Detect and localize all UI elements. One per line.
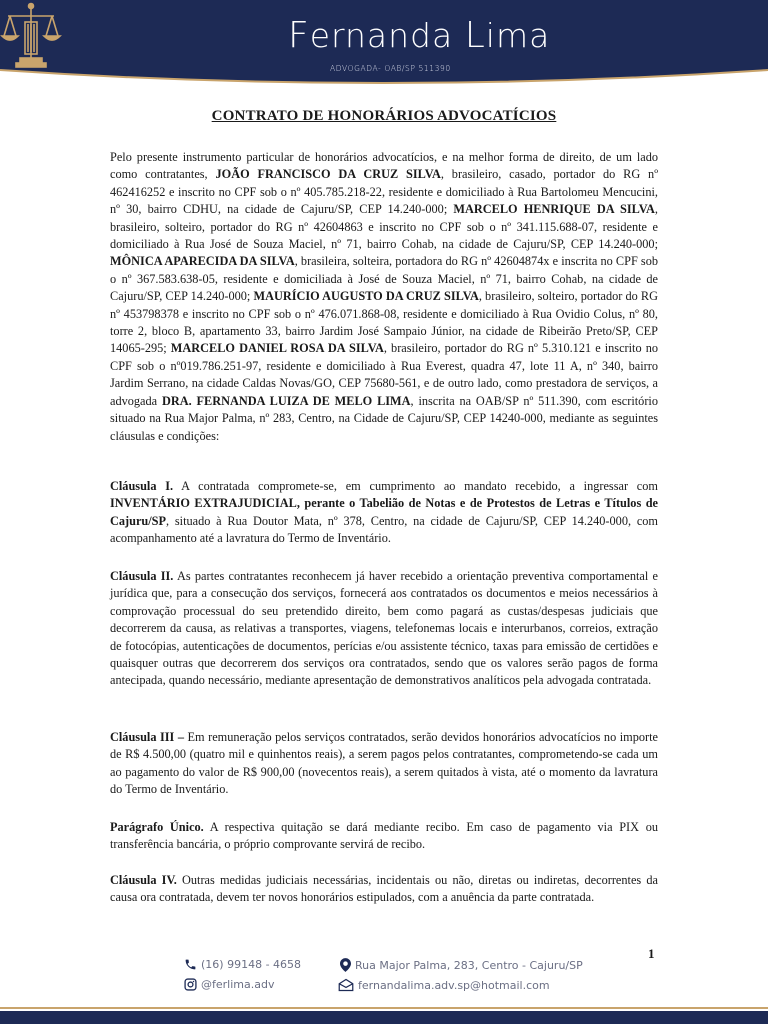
text-run: A contratada compromete-se, em cumprimento ao mandato recebido, a ingressar com bbox=[173, 479, 658, 493]
clausula-2-paragraph bbox=[110, 568, 658, 690]
text-run: A respectiva quitação se dará mediante recibo. Em caso de pagamento via PIX ou transferência bancária, o próprio comprovante servirá de recibo. bbox=[110, 820, 658, 852]
letterhead-header bbox=[0, 0, 768, 92]
bold-text-run: Parágrafo Único. bbox=[110, 820, 204, 834]
text-run: , brasileiro, solteiro, portador do RG nº 42604863 e inscrito no CPF sob o nº 341.115.688-07, residente e domiciliado à Rua José de Souza Maciel, nº 71, bairro Cohab, na cidade de Cajuru/SP, CEP 14.240-000; bbox=[110, 202, 658, 252]
footer-email bbox=[338, 978, 550, 992]
instagram-icon bbox=[184, 978, 197, 991]
brand-first-name: ernanda bbox=[309, 16, 465, 55]
brand-subtitle: ADVOGADA- OAB/SP 511390 bbox=[330, 64, 451, 73]
bold-text-run: MARCELO HENRIQUE DA SILVA bbox=[453, 202, 655, 217]
text-run: , brasileira, solteira, portadora do RG nº 42604874x e inscrita no CPF sob o nº 367.583.638-05, residente e domiciliada à José de Souza Maciel, nº 71, bairro Cohab, na cidade de Cajuru/SP, CEP 14.240-000; bbox=[110, 254, 658, 304]
bold-text-run: MAURÍCIO AUGUSTO DA CRUZ SILVA bbox=[253, 289, 479, 304]
footer-instagram bbox=[184, 978, 274, 991]
bold-text-run: MARCELO DANIEL ROSA DA SILVA bbox=[170, 341, 384, 356]
footer-phone bbox=[184, 958, 301, 971]
brand-name bbox=[288, 15, 551, 56]
footer-phone-text: (16) 99148 - 4658 bbox=[201, 958, 302, 971]
text-run: , situado à Rua Doutor Mata, nº 378, Centro, na cidade de Cajuru/SP, CEP 14.240-000, com acompanhamento até a lavratura do Termo de Inventário. bbox=[110, 513, 658, 546]
brand-initial-l: L bbox=[464, 15, 486, 56]
intro-paragraph bbox=[110, 149, 658, 445]
footer-address bbox=[340, 958, 583, 972]
text-run: Em remuneração pelos serviços contratados, serão devidos honorários advocatícios no importe de R$ 4.500,00 (quatro mil e quinhentos reais), a serem pagos pelos contratantes, comprometendo-se cada um ao pagamento do valor de R$ 900,00 (novecentos reais), a serem quitados à vista, até o momento da lavratura do Termo de Inventário. bbox=[110, 730, 658, 797]
document-title: CONTRATO DE HONORÁRIOS ADVOCATÍCIOS bbox=[211, 108, 557, 124]
text-run: Pelo presente instrumento particular de honorários advocatícios, e na melhor forma de direito, de um lado como contratantes, bbox=[110, 150, 658, 182]
text-run: As partes contratantes reconhecem já haver recebido a orientação preventiva comportamental e jurídica que, para a consecução dos serviços, fornecerá aos contratados os documentos e meios necessários à comprovação processual do seu pretendido direito, bem como pagará as custas/despesas judiciais que decorrerem da causa, as relativas a transportes, viagens, telefonemas locais e interurbanos, correios, extração de fotocópias, autenticações de documentos, perícias e/ou assistente técnico, taxas para emissão de certidões e quaisquer outras que decorrerem dos serviços ora contratados, sendo que os valores serão pagos de forma antecipada, quando necessário, mediante apresentação de demonstrativos analíticos pela advogada contratada. bbox=[110, 569, 658, 688]
clausula-4-paragraph bbox=[110, 872, 658, 907]
bold-text-run: Cláusula II. bbox=[110, 569, 174, 583]
bold-text-run: Cláusula I. bbox=[110, 479, 174, 493]
bold-text-run: Cláusula IV. bbox=[110, 873, 177, 887]
footer-email-text: fernandalima.adv.sp@hotmail.com bbox=[358, 978, 550, 992]
scales-of-justice-icon bbox=[0, 0, 62, 70]
mail-icon bbox=[338, 978, 354, 992]
brand bbox=[288, 15, 551, 73]
clausula-1-paragraph bbox=[110, 478, 658, 548]
clausula-3-paragraph bbox=[110, 729, 658, 799]
bold-text-run: DRA. FERNANDA LUIZA DE MELO LIMA bbox=[161, 393, 411, 408]
location-pin-icon bbox=[340, 958, 351, 972]
text-run: , brasileiro, casado, portador do RG nº 462416252 e inscrito no CPF sob o nº 405.785.218-22, residente e domiciliado à Rua Bartolomeu Mencucini, nº 30, bairro CDHU, na cidade de Cajuru/SP, CEP 14.240-000; bbox=[110, 167, 659, 217]
text-run: , brasileiro, portador do RG nº 5.310.121 e inscrito no CPF sob o nº019.786.251-97, residente e domiciliado à Rua Everest, quadra 47, lote 11 A, nº 340, bairro Jardim Serrano, na cidade Caldas Novas/GO, CEP 75680-561, e de outro lado, como prestadora de serviços, a advogada bbox=[110, 341, 658, 408]
bold-text-run: MÔNICA APARECIDA DA SILVA bbox=[110, 254, 295, 269]
brand-last-name: ima bbox=[485, 16, 551, 55]
text-run: , brasileiro, solteiro, portador do RG nº 453798378 e inscrito no CPF sob o nº 476.071.868-08, residente e domiciliado à Rua Ovidio Colus, nº 80, torre 2, bloco B, apartamento 33, bairro Jardim José Sampaio Júnior, na cidade de Ribeirão Preto/SP, CEP 14065-295; bbox=[110, 289, 658, 356]
text-run: Outras medidas judiciais necessárias, incidentais ou não, diretas ou indiretas, decorrentes da causa ora contratada, devem ter novos honorários estipulados, com a anuência da parte contratada. bbox=[110, 873, 658, 905]
bold-text-run: JOÃO FRANCISCO DA CRUZ SILVA bbox=[215, 167, 441, 182]
footer-bar bbox=[0, 1007, 768, 1024]
brand-initial-f: F bbox=[288, 15, 310, 56]
footer-instagram-text: @ferlima.adv bbox=[201, 978, 275, 991]
paragrafo-unico-paragraph bbox=[110, 819, 658, 854]
bold-text-run: Cláusula III – bbox=[110, 730, 184, 744]
page-number: 1 bbox=[648, 946, 655, 961]
footer-address-text: Rua Major Palma, 283, Centro - Cajuru/SP bbox=[355, 958, 583, 972]
phone-icon bbox=[184, 958, 197, 971]
text-run: , inscrita na OAB/SP nº 511.390, com escritório situado na Rua Major Palma, nº 283, Centro, na Cidade de Cajuru/SP, CEP 14240-000, mediante as seguintes cláusulas e condições: bbox=[110, 393, 658, 443]
bold-text-run: INVENTÁRIO EXTRAJUDICIAL, perante o Tabelião de Notas e de Protestos de Letras e Títulos de Cajuru/SP bbox=[110, 496, 658, 528]
